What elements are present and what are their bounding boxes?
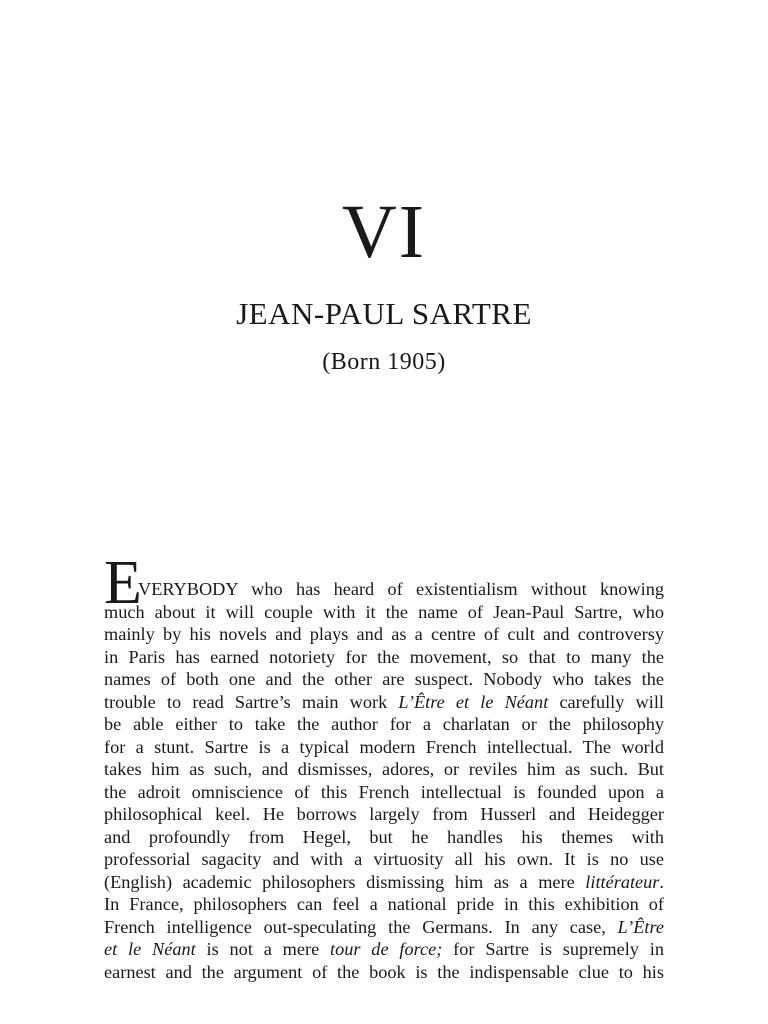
book-title-italic: L’Être et le Néant (398, 691, 549, 712)
text-line-content: VERYBODY who has heard of existentialism without knowing (138, 579, 664, 599)
text-line: et le Néant is not a mere tour de force; for Sartre is supremely in (104, 939, 664, 959)
text-line: French intelligence out-speculating the Germans. In any case, L’Être (104, 916, 664, 937)
text-line: names of both one and the other are suspect. Nobody who takes the (104, 669, 664, 689)
text-line: and profoundly from Hegel, but he handles his themes with (104, 826, 664, 847)
text-line: much about it will couple with it the name of Jean-Paul Sartre, who (104, 601, 664, 622)
body-paragraph (104, 549, 664, 983)
chapter-number: VI (341, 190, 427, 274)
text-line: takes him as such, and dismisses, adores, or reviles him as such. But (104, 759, 664, 779)
chapter-subtitle: (Born 1905) (322, 349, 446, 375)
text-line: philosophical keel. He borrows largely from Husserl and Heidegger (104, 804, 664, 824)
book-title-italic: L’Être (617, 916, 664, 937)
chapter-title: JEAN-PAUL SARTRE (236, 296, 532, 331)
text-line: in Paris has earned notoriety for the movement, so that to many the (104, 646, 664, 667)
text-line: mainly by his novels and plays and as a centre of cult and controversy (104, 624, 664, 644)
italic-term: tour de force; (330, 939, 443, 959)
text-line: earnest and the argument of the book is the indispensable clue to his (104, 961, 664, 982)
text-line: for a stunt. Sartre is a typical modern French intellectual. The world (104, 736, 664, 757)
italic-term: littérateur (585, 871, 660, 892)
text-line: trouble to read Sartre’s main work L’Être et le Néant carefully will (104, 691, 664, 712)
drop-cap: E (104, 549, 142, 617)
text-line: In France, philosophers can feel a national pride in this exhibition of (104, 894, 664, 914)
text-line: professorial sagacity and with a virtuosity all his own. It is no use (104, 849, 664, 869)
text-line: be able either to take the author for a charlatan or the philosophy (104, 714, 664, 734)
book-title-italic: et le Néant (104, 939, 196, 959)
text-line: (English) academic philosophers dismissing him as a mere littérateur. (104, 871, 664, 892)
text-line: the adroit omniscience of this French intellectual is founded upon a (104, 781, 664, 802)
